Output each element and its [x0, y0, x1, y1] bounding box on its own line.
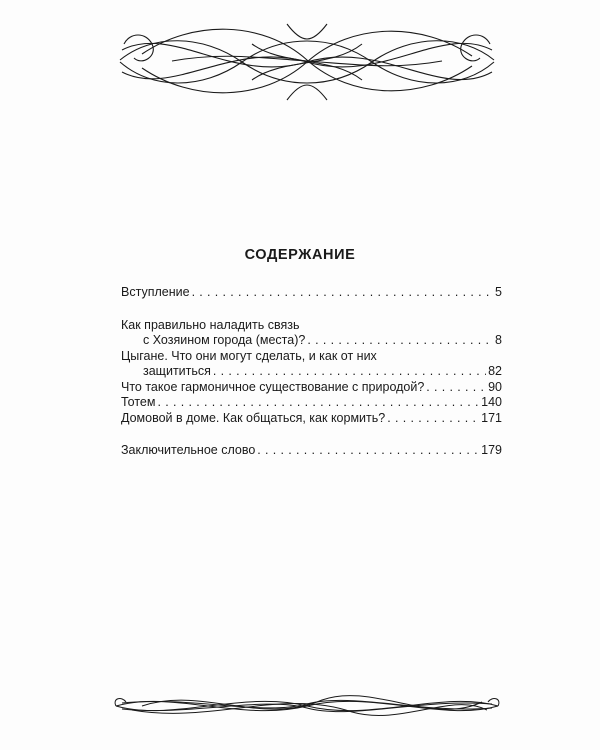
toc-page-number: 5: [495, 285, 502, 299]
toc-page-number: 179: [481, 443, 502, 457]
dot-leader: [157, 395, 479, 411]
toc-heading: СОДЕРЖАНИЕ: [244, 247, 356, 263]
toc-entry[interactable]: [121, 443, 502, 459]
dot-leader: [192, 285, 493, 301]
toc-entry[interactable]: [121, 349, 502, 380]
flourish-border-icon: [112, 686, 502, 726]
toc-page-number: 8: [495, 333, 502, 347]
toc-entry[interactable]: [121, 285, 502, 301]
toc-page-number: 82: [488, 364, 502, 378]
toc-page-number: 140: [481, 395, 502, 409]
toc-entry-title: Что такое гармоничное существование с природой?: [121, 379, 425, 394]
toc-entry-title: Вступление: [121, 285, 190, 299]
toc-entry-title: Домовой в доме. Как общаться, как кормить?: [121, 410, 386, 425]
toc-entry-title: Как правильно наладить связь: [121, 317, 300, 332]
toc-entry[interactable]: [121, 411, 502, 427]
toc-entry-title-continued: с Хозяином города (места)?: [143, 333, 306, 347]
toc-entry[interactable]: [121, 380, 502, 396]
table-of-contents: [121, 285, 502, 459]
toc-entry-title: Цыгане. Что они могут сделать, и как от них: [121, 348, 377, 363]
toc-entry-title: Заключительное слово: [121, 443, 256, 457]
flourish-ornament-icon: [112, 14, 502, 110]
toc-entry-title-continued: защититься: [143, 364, 211, 378]
toc-page-number: 90: [488, 379, 502, 394]
toc-entry[interactable]: [121, 395, 502, 411]
toc-page-number: 171: [481, 410, 502, 425]
dot-leader: [307, 333, 493, 349]
dot-leader: [257, 443, 479, 459]
toc-entry[interactable]: [121, 318, 502, 349]
dot-leader: [387, 411, 479, 427]
dot-leader: [426, 380, 486, 396]
toc-entry-title: Тотем: [121, 395, 156, 409]
dot-leader: [213, 364, 486, 380]
